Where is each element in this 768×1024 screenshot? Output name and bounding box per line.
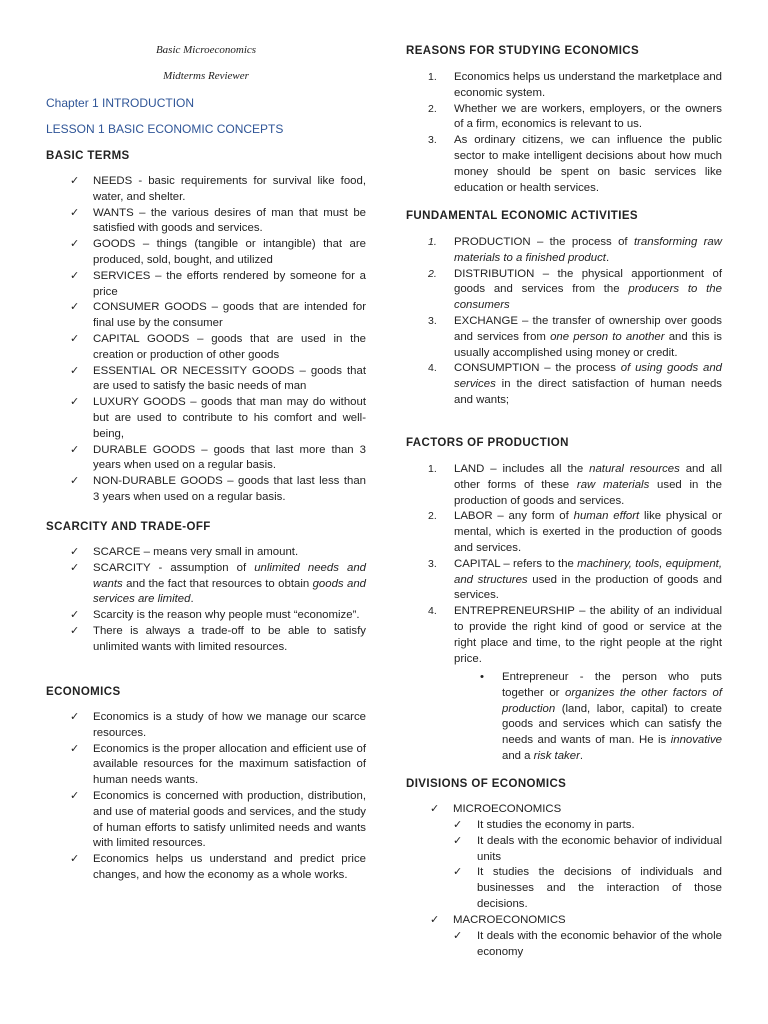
list-item: 3. As ordinary citizens, we can influence the public sector to make intelligent decisions about how much money should be spent on basic services like education or health services.: [428, 134, 722, 194]
list-item: 1. PRODUCTION – the process of transforming raw materials to a finished product.: [428, 236, 722, 264]
chapter-heading: Chapter 1 INTRODUCTION: [46, 96, 195, 110]
macro-sublist: [453, 929, 722, 961]
list-item: ✓ CONSUMER GOODS – goods that are intended for final use by the consumer: [46, 300, 366, 332]
list-item: ✓ DURABLE GOODS – goods that last more than 3 years when used on a regular basis.: [46, 443, 366, 475]
list-item: ✓ Economics helps us understand and predict price changes, and how the economy as a whole works.: [46, 852, 366, 884]
scarcity-list: [46, 545, 366, 656]
list-item: ✓ MACROECONOMICS: [406, 913, 722, 929]
list-item: ✓ LUXURY GOODS – goods that man may do without but are used to contribute to his comfort and well-being,: [46, 395, 366, 442]
factors-heading: FACTORS OF PRODUCTION: [406, 437, 569, 449]
document-title: Basic Microeconomics: [155, 44, 257, 56]
reasons-heading: REASONS FOR STUDYING ECONOMICS: [406, 45, 640, 57]
entrepreneur-bullet: [476, 670, 722, 765]
list-item: • Entrepreneur - the person who puts together or organizes the other factors of production (land, labor, capital) to create goods and services which can satisfy the needs and wants of man. He is innovative and a risk taker.: [476, 670, 722, 765]
list-item: ✓ NEEDS - basic requirements for survival like food, water, and shelter.: [46, 174, 366, 206]
list-item: ✓ It deals with the economic behavior of the whole economy: [453, 929, 722, 961]
list-item: ✓ Scarcity is the reason why people must “economize”.: [46, 608, 366, 624]
list-item: ✓ SCARCITY - assumption of unlimited needs and wants and the fact that resources to obtain goods and services are limited.: [46, 561, 366, 608]
micro-sublist: [453, 818, 722, 913]
divisions-list: [406, 802, 722, 818]
divisions-heading: DIVISIONS OF ECONOMICS: [406, 778, 567, 790]
list-item: ✓ ESSENTIAL OR NECESSITY GOODS – goods that are used to satisfy the basic needs of man: [46, 364, 366, 396]
list-item: 1. LAND – includes all the natural resources and all other forms of these raw materials used in the production of goods and services.: [428, 463, 722, 507]
list-item: 2. LABOR – any form of human effort like physical or mental, which is exerted in the production of goods and services.: [428, 510, 723, 554]
list-item: ✓ There is always a trade-off to be able to satisfy unlimited wants with limited resources.: [46, 624, 366, 656]
list-item: 4. CONSUMPTION – the process of using goods and services in the direct satisfaction of human needs and wants;: [428, 362, 722, 406]
list-item: ✓ GOODS – things (tangible or intangible) that are produced, sold, bought, and utilized: [46, 237, 366, 269]
list-item: ✓ It studies the economy in parts.: [453, 818, 722, 834]
lesson-heading: LESSON 1 BASIC ECONOMIC CONCEPTS: [46, 122, 284, 136]
economics-heading: ECONOMICS: [46, 686, 121, 698]
list-item: ✓ It studies the decisions of individuals and businesses and the interaction of those decisions.: [453, 865, 722, 912]
document-subtitle: Midterms Reviewer: [163, 70, 249, 82]
economics-list: [46, 710, 366, 884]
list-item: ✓ WANTS – the various desires of man that must be satisfied with goods and services.: [46, 206, 366, 238]
list-item: ✓ Economics is the proper allocation and efficient use of available resources for the maximum satisfaction of human needs wants.: [46, 742, 366, 789]
activities-list: [406, 235, 722, 409]
list-item: ✓ SCARCE – means very small in amount.: [46, 545, 366, 561]
activities-heading: FUNDAMENTAL ECONOMIC ACTIVITIES: [406, 210, 638, 222]
list-item: ✓ Economics is a study of how we manage our scarce resources.: [46, 710, 366, 742]
list-item: 2. DISTRIBUTION – the physical apportionment of goods and services from the producers to the consumers: [428, 267, 722, 312]
list-item: ✓ It deals with the economic behavior of individual units: [453, 834, 722, 866]
list-item: ✓ NON-DURABLE GOODS – goods that last less than 3 years when used on a regular basis.: [46, 474, 366, 506]
list-item: ✓ CAPITAL GOODS – goods that are used in the creation or production of other goods: [46, 332, 366, 364]
scarcity-heading: SCARCITY AND TRADE-OFF: [46, 521, 211, 533]
basic-terms-heading: BASIC TERMS: [46, 150, 130, 162]
list-item: 3. EXCHANGE – the transfer of ownership over goods and services from one person to another and this is usually accomplished using money or credit.: [428, 314, 722, 359]
list-item: 4. ENTREPRENEURSHIP – the ability of an individual to provide the right kind of good or service at the right place and time, to the right people at the right price.: [428, 605, 722, 665]
factors-list: [406, 462, 722, 667]
list-item: 1. Economics helps us understand the marketplace and economic system.: [428, 71, 722, 99]
divisions-list-macro: [406, 913, 722, 929]
basic-terms-list: [46, 174, 366, 506]
reasons-list: [406, 70, 722, 196]
list-item: 2. Whether we are workers, employers, or the owners of a firm, economics is relevant to us.: [428, 102, 722, 131]
list-item: ✓ MICROECONOMICS: [406, 802, 722, 818]
list-item: ✓ SERVICES – the efforts rendered by someone for a price: [46, 269, 366, 301]
list-item: 3. CAPITAL – refers to the machinery, tools, equipment, and structures used in the production of goods and services.: [428, 557, 722, 602]
list-item: ✓ Economics is concerned with production, distribution, and use of material goods and services, and the study of human efforts to satisfy unlimited needs and wants with limited resources.: [46, 789, 366, 852]
